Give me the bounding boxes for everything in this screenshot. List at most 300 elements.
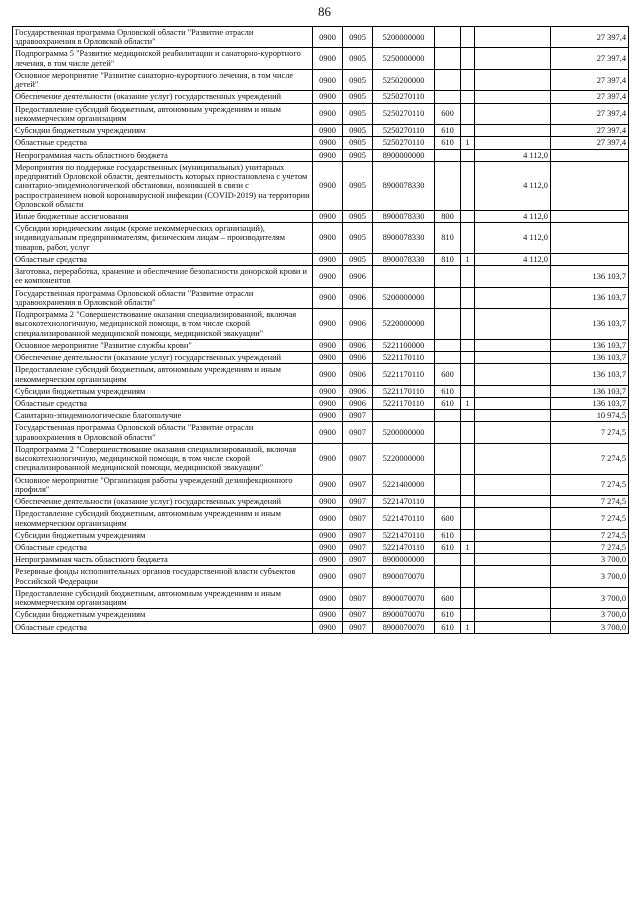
amount-first bbox=[475, 554, 551, 566]
section-code: 0907 bbox=[343, 554, 373, 566]
row-name: Предоставление субсидий бюджетным, автономным учреждениям и иным некоммерческим организациям bbox=[13, 508, 313, 529]
target-article-code: 5220000000 bbox=[373, 309, 435, 340]
target-article-code: 8900000000 bbox=[373, 554, 435, 566]
target-article-code: 5250270110 bbox=[373, 137, 435, 149]
ministry-code: 0900 bbox=[313, 554, 343, 566]
expense-type-code: 600 bbox=[435, 364, 461, 385]
expense-type-code: 610 bbox=[435, 125, 461, 137]
section-code: 0906 bbox=[343, 339, 373, 351]
expense-type-code: 800 bbox=[435, 210, 461, 222]
source-code bbox=[461, 554, 475, 566]
amount-second: 27 397,4 bbox=[551, 137, 629, 149]
row-name: Обеспечение деятельности (оказание услуг) государственных учреждений bbox=[13, 91, 313, 103]
target-article-code: 5200000000 bbox=[373, 27, 435, 48]
expense-type-code: 610 bbox=[435, 137, 461, 149]
ministry-code: 0900 bbox=[313, 410, 343, 422]
section-code: 0906 bbox=[343, 397, 373, 409]
amount-first: 4 112,0 bbox=[475, 253, 551, 265]
table-row bbox=[13, 253, 629, 265]
section-code: 0905 bbox=[343, 103, 373, 124]
table-row bbox=[13, 609, 629, 621]
ministry-code: 0900 bbox=[313, 529, 343, 541]
amount-first bbox=[475, 48, 551, 69]
ministry-code: 0900 bbox=[313, 443, 343, 474]
section-code: 0907 bbox=[343, 587, 373, 608]
row-name: Субсидии бюджетным учреждениям bbox=[13, 125, 313, 137]
target-article-code: 5221170110 bbox=[373, 385, 435, 397]
expense-type-code: 610 bbox=[435, 397, 461, 409]
row-name: Подпрограмма 5 "Развитие медицинской реабилитации и санаторно-курортного лечения, в том числе детей" bbox=[13, 48, 313, 69]
amount-second: 3 700,0 bbox=[551, 566, 629, 587]
row-name: Областные средства bbox=[13, 397, 313, 409]
section-code: 0905 bbox=[343, 137, 373, 149]
amount-second: 3 700,0 bbox=[551, 621, 629, 633]
row-name: Основное мероприятие "Развитие службы крови" bbox=[13, 339, 313, 351]
section-code: 0906 bbox=[343, 309, 373, 340]
row-name: Государственная программа Орловской области "Развитие отрасли здравоохранения в Орловской области" bbox=[13, 422, 313, 443]
section-code: 0906 bbox=[343, 385, 373, 397]
section-code: 0905 bbox=[343, 223, 373, 254]
section-code: 0905 bbox=[343, 161, 373, 210]
table-row bbox=[13, 443, 629, 474]
section-code: 0907 bbox=[343, 609, 373, 621]
amount-first bbox=[475, 542, 551, 554]
section-code: 0905 bbox=[343, 149, 373, 161]
section-code: 0906 bbox=[343, 287, 373, 308]
amount-first bbox=[475, 621, 551, 633]
expense-type-code: 600 bbox=[435, 508, 461, 529]
table-row bbox=[13, 496, 629, 508]
table-row bbox=[13, 587, 629, 608]
source-code bbox=[461, 443, 475, 474]
amount-second: 136 103,7 bbox=[551, 364, 629, 385]
amount-second: 7 274,5 bbox=[551, 422, 629, 443]
target-article-code: 5250200000 bbox=[373, 69, 435, 90]
amount-first bbox=[475, 410, 551, 422]
table-row bbox=[13, 287, 629, 308]
section-code: 0907 bbox=[343, 496, 373, 508]
ministry-code: 0900 bbox=[313, 587, 343, 608]
expense-type-code: 610 bbox=[435, 609, 461, 621]
target-article-code: 5200000000 bbox=[373, 287, 435, 308]
expense-type-code: 810 bbox=[435, 253, 461, 265]
table-row bbox=[13, 339, 629, 351]
target-article-code: 8900078330 bbox=[373, 253, 435, 265]
source-code bbox=[461, 27, 475, 48]
amount-first: 4 112,0 bbox=[475, 149, 551, 161]
ministry-code: 0900 bbox=[313, 474, 343, 495]
ministry-code: 0900 bbox=[313, 253, 343, 265]
section-code: 0907 bbox=[343, 508, 373, 529]
target-article-code: 8900078330 bbox=[373, 210, 435, 222]
target-article-code: 5250270110 bbox=[373, 91, 435, 103]
amount-second bbox=[551, 161, 629, 210]
ministry-code: 0900 bbox=[313, 496, 343, 508]
section-code: 0905 bbox=[343, 210, 373, 222]
ministry-code: 0900 bbox=[313, 609, 343, 621]
amount-first bbox=[475, 27, 551, 48]
section-code: 0907 bbox=[343, 474, 373, 495]
table-row bbox=[13, 397, 629, 409]
target-article-code: 5221170110 bbox=[373, 364, 435, 385]
row-name: Непрограммная часть областного бюджета bbox=[13, 149, 313, 161]
amount-second: 27 397,4 bbox=[551, 91, 629, 103]
source-code bbox=[461, 103, 475, 124]
section-code: 0907 bbox=[343, 422, 373, 443]
section-code: 0905 bbox=[343, 69, 373, 90]
target-article-code: 5221170110 bbox=[373, 397, 435, 409]
amount-second: 7 274,5 bbox=[551, 474, 629, 495]
source-code bbox=[461, 309, 475, 340]
table-row bbox=[13, 352, 629, 364]
ministry-code: 0900 bbox=[313, 149, 343, 161]
expense-type-code bbox=[435, 554, 461, 566]
ministry-code: 0900 bbox=[313, 621, 343, 633]
source-code bbox=[461, 161, 475, 210]
expense-type-code bbox=[435, 496, 461, 508]
source-code bbox=[461, 339, 475, 351]
section-code: 0905 bbox=[343, 48, 373, 69]
table-row bbox=[13, 27, 629, 48]
amount-first bbox=[475, 91, 551, 103]
ministry-code: 0900 bbox=[313, 364, 343, 385]
amount-first bbox=[475, 529, 551, 541]
amount-first bbox=[475, 266, 551, 287]
section-code: 0905 bbox=[343, 253, 373, 265]
ministry-code: 0900 bbox=[313, 266, 343, 287]
row-name: Областные средства bbox=[13, 137, 313, 149]
table-row bbox=[13, 364, 629, 385]
target-article-code: 5221470110 bbox=[373, 529, 435, 541]
ministry-code: 0900 bbox=[313, 125, 343, 137]
target-article-code: 5200000000 bbox=[373, 422, 435, 443]
source-code: 1 bbox=[461, 137, 475, 149]
amount-second bbox=[551, 223, 629, 254]
table-row bbox=[13, 161, 629, 210]
amount-second: 27 397,4 bbox=[551, 48, 629, 69]
row-name: Субсидии бюджетным учреждениям bbox=[13, 609, 313, 621]
amount-second: 136 103,7 bbox=[551, 339, 629, 351]
ministry-code: 0900 bbox=[313, 48, 343, 69]
amount-second bbox=[551, 149, 629, 161]
amount-second bbox=[551, 210, 629, 222]
row-name: Областные средства bbox=[13, 542, 313, 554]
section-code: 0905 bbox=[343, 91, 373, 103]
source-code bbox=[461, 385, 475, 397]
target-article-code: 5221170110 bbox=[373, 352, 435, 364]
row-name: Подпрограмма 2 "Совершенствование оказания специализированной, включая высокотехнологичную, медицинской помощи, в том числе скорой специализированной медицинской помощи, медицинской эвакуации" bbox=[13, 309, 313, 340]
target-article-code: 5250270110 bbox=[373, 103, 435, 124]
table-row bbox=[13, 137, 629, 149]
table-row bbox=[13, 422, 629, 443]
page-number: 86 bbox=[318, 4, 331, 19]
amount-second: 27 397,4 bbox=[551, 27, 629, 48]
ministry-code: 0900 bbox=[313, 385, 343, 397]
source-code bbox=[461, 508, 475, 529]
amount-first bbox=[475, 474, 551, 495]
ministry-code: 0900 bbox=[313, 137, 343, 149]
target-article-code: 8900078330 bbox=[373, 223, 435, 254]
ministry-code: 0900 bbox=[313, 27, 343, 48]
section-code: 0906 bbox=[343, 266, 373, 287]
expense-type-code bbox=[435, 422, 461, 443]
ministry-code: 0900 bbox=[313, 542, 343, 554]
amount-second: 136 103,7 bbox=[551, 309, 629, 340]
row-name: Областные средства bbox=[13, 253, 313, 265]
amount-second: 136 103,7 bbox=[551, 385, 629, 397]
target-article-code: 5220000000 bbox=[373, 443, 435, 474]
expense-type-code: 810 bbox=[435, 223, 461, 254]
expense-type-code bbox=[435, 149, 461, 161]
amount-second: 7 274,5 bbox=[551, 508, 629, 529]
table-row bbox=[13, 385, 629, 397]
target-article-code: 5221470110 bbox=[373, 496, 435, 508]
section-code: 0907 bbox=[343, 410, 373, 422]
source-code bbox=[461, 587, 475, 608]
source-code bbox=[461, 287, 475, 308]
row-name: Предоставление субсидий бюджетным, автономным учреждениям и иным некоммерческим организациям bbox=[13, 587, 313, 608]
source-code bbox=[461, 91, 475, 103]
source-code bbox=[461, 69, 475, 90]
amount-first bbox=[475, 385, 551, 397]
table-row bbox=[13, 103, 629, 124]
source-code bbox=[461, 496, 475, 508]
expense-type-code: 610 bbox=[435, 542, 461, 554]
row-name: Областные средства bbox=[13, 621, 313, 633]
section-code: 0905 bbox=[343, 125, 373, 137]
amount-second: 27 397,4 bbox=[551, 125, 629, 137]
table-row bbox=[13, 529, 629, 541]
table-body bbox=[13, 27, 629, 634]
target-article-code: 5250270110 bbox=[373, 125, 435, 137]
amount-first: 4 112,0 bbox=[475, 161, 551, 210]
ministry-code: 0900 bbox=[313, 508, 343, 529]
amount-first bbox=[475, 587, 551, 608]
amount-second: 7 274,5 bbox=[551, 542, 629, 554]
source-code bbox=[461, 352, 475, 364]
amount-first bbox=[475, 309, 551, 340]
amount-second: 136 103,7 bbox=[551, 287, 629, 308]
target-article-code: 5250000000 bbox=[373, 48, 435, 69]
amount-first bbox=[475, 422, 551, 443]
amount-second: 3 700,0 bbox=[551, 587, 629, 608]
section-code: 0906 bbox=[343, 364, 373, 385]
amount-first: 4 112,0 bbox=[475, 223, 551, 254]
amount-second: 136 103,7 bbox=[551, 397, 629, 409]
amount-first bbox=[475, 339, 551, 351]
expense-type-code bbox=[435, 91, 461, 103]
source-code: 1 bbox=[461, 253, 475, 265]
amount-second: 7 274,5 bbox=[551, 529, 629, 541]
expense-type-code bbox=[435, 27, 461, 48]
row-name: Основное мероприятие "Развитие санаторно-курортного лечения, в том числе детей" bbox=[13, 69, 313, 90]
target-article-code: 5221400000 bbox=[373, 474, 435, 495]
section-code: 0907 bbox=[343, 566, 373, 587]
amount-second: 7 274,5 bbox=[551, 496, 629, 508]
table-row bbox=[13, 566, 629, 587]
row-name: Непрограммная часть областного бюджета bbox=[13, 554, 313, 566]
target-article-code: 8900000000 bbox=[373, 149, 435, 161]
ministry-code: 0900 bbox=[313, 210, 343, 222]
expense-type-code bbox=[435, 309, 461, 340]
table-row bbox=[13, 125, 629, 137]
target-article-code: 8900070070 bbox=[373, 621, 435, 633]
source-code: 1 bbox=[461, 542, 475, 554]
source-code bbox=[461, 609, 475, 621]
row-name: Субсидии бюджетным учреждениям bbox=[13, 529, 313, 541]
amount-first bbox=[475, 137, 551, 149]
row-name: Предоставление субсидий бюджетным, автономным учреждениям и иным некоммерческим организациям bbox=[13, 103, 313, 124]
target-article-code: 5221100000 bbox=[373, 339, 435, 351]
amount-second: 7 274,5 bbox=[551, 443, 629, 474]
ministry-code: 0900 bbox=[313, 309, 343, 340]
source-code bbox=[461, 125, 475, 137]
budget-table bbox=[12, 26, 629, 634]
target-article-code: 8900070070 bbox=[373, 566, 435, 587]
table-row bbox=[13, 621, 629, 633]
row-name: Резервные фонды исполнительных органов государственной власти субъектов Российской Федерации bbox=[13, 566, 313, 587]
amount-first bbox=[475, 364, 551, 385]
amount-first bbox=[475, 566, 551, 587]
row-name: Субсидии бюджетным учреждениям bbox=[13, 385, 313, 397]
target-article-code: 5221470110 bbox=[373, 542, 435, 554]
expense-type-code bbox=[435, 352, 461, 364]
source-code bbox=[461, 566, 475, 587]
ministry-code: 0900 bbox=[313, 287, 343, 308]
ministry-code: 0900 bbox=[313, 352, 343, 364]
row-name: Иные бюджетные ассигнования bbox=[13, 210, 313, 222]
target-article-code: 8900070070 bbox=[373, 609, 435, 621]
amount-first bbox=[475, 69, 551, 90]
amount-second: 27 397,4 bbox=[551, 69, 629, 90]
expense-type-code bbox=[435, 161, 461, 210]
table-row bbox=[13, 474, 629, 495]
table-row bbox=[13, 508, 629, 529]
section-code: 0906 bbox=[343, 352, 373, 364]
ministry-code: 0900 bbox=[313, 161, 343, 210]
amount-first bbox=[475, 352, 551, 364]
source-code bbox=[461, 364, 475, 385]
row-name: Государственная программа Орловской области "Развитие отрасли здравоохранения в Орловской области" bbox=[13, 287, 313, 308]
table-row bbox=[13, 554, 629, 566]
source-code bbox=[461, 48, 475, 69]
amount-first bbox=[475, 287, 551, 308]
section-code: 0907 bbox=[343, 621, 373, 633]
expense-type-code bbox=[435, 266, 461, 287]
amount-second: 136 103,7 bbox=[551, 352, 629, 364]
section-code: 0907 bbox=[343, 542, 373, 554]
ministry-code: 0900 bbox=[313, 103, 343, 124]
amount-second: 3 700,0 bbox=[551, 554, 629, 566]
table-row bbox=[13, 149, 629, 161]
ministry-code: 0900 bbox=[313, 566, 343, 587]
amount-first bbox=[475, 508, 551, 529]
source-code bbox=[461, 529, 475, 541]
source-code bbox=[461, 422, 475, 443]
expense-type-code bbox=[435, 287, 461, 308]
target-article-code bbox=[373, 266, 435, 287]
section-code: 0907 bbox=[343, 529, 373, 541]
expense-type-code bbox=[435, 443, 461, 474]
expense-type-code: 600 bbox=[435, 103, 461, 124]
source-code: 1 bbox=[461, 621, 475, 633]
row-name: Предоставление субсидий бюджетным, автономным учреждениям и иным некоммерческим организациям bbox=[13, 364, 313, 385]
source-code bbox=[461, 149, 475, 161]
section-code: 0907 bbox=[343, 443, 373, 474]
amount-first bbox=[475, 609, 551, 621]
amount-second: 3 700,0 bbox=[551, 609, 629, 621]
table-row bbox=[13, 266, 629, 287]
source-code bbox=[461, 266, 475, 287]
amount-first: 4 112,0 bbox=[475, 210, 551, 222]
row-name: Обеспечение деятельности (оказание услуг) государственных учреждений bbox=[13, 496, 313, 508]
source-code: 1 bbox=[461, 397, 475, 409]
expense-type-code: 610 bbox=[435, 529, 461, 541]
row-name: Основное мероприятие "Организация работы учреждений дезинфекционного профиля" bbox=[13, 474, 313, 495]
table-row bbox=[13, 309, 629, 340]
expense-type-code bbox=[435, 410, 461, 422]
source-code bbox=[461, 223, 475, 254]
table-row bbox=[13, 410, 629, 422]
target-article-code bbox=[373, 410, 435, 422]
expense-type-code bbox=[435, 474, 461, 495]
amount-first bbox=[475, 125, 551, 137]
target-article-code: 8900070070 bbox=[373, 587, 435, 608]
expense-type-code: 600 bbox=[435, 587, 461, 608]
amount-first bbox=[475, 443, 551, 474]
row-name: Мероприятия по поддержке государственных (муниципальных) унитарных предприятий Орловской области, деятельность которых приостановлена с учетом санитарно-эпидемиологической обстановки, возникшей в связи с распространением новой коронавирусной инфекции (COVID-2019) на территории Орловской области bbox=[13, 161, 313, 210]
row-name: Государственная программа Орловской области "Развитие отрасли здравоохранения в Орловской области" bbox=[13, 27, 313, 48]
amount-second: 27 397,4 bbox=[551, 103, 629, 124]
row-name: Обеспечение деятельности (оказание услуг) государственных учреждений bbox=[13, 352, 313, 364]
amount-first bbox=[475, 496, 551, 508]
row-name: Подпрограмма 2 "Совершенствование оказания специализированной, включая высокотехнологичную, медицинской помощи, в том числе скорой специализированной медицинской помощи, медицинской эвакуации" bbox=[13, 443, 313, 474]
amount-first bbox=[475, 397, 551, 409]
source-code bbox=[461, 210, 475, 222]
table-row bbox=[13, 223, 629, 254]
source-code bbox=[461, 474, 475, 495]
amount-second: 136 103,7 bbox=[551, 266, 629, 287]
target-article-code: 8900078330 bbox=[373, 161, 435, 210]
table-row bbox=[13, 91, 629, 103]
expense-type-code bbox=[435, 566, 461, 587]
amount-first bbox=[475, 103, 551, 124]
ministry-code: 0900 bbox=[313, 422, 343, 443]
ministry-code: 0900 bbox=[313, 223, 343, 254]
table-row bbox=[13, 48, 629, 69]
expense-type-code bbox=[435, 48, 461, 69]
row-name: Заготовка, переработка, хранение и обеспечение безопасности донорской крови и ее компонентов bbox=[13, 266, 313, 287]
expense-type-code: 610 bbox=[435, 621, 461, 633]
table-row bbox=[13, 69, 629, 90]
row-name: Санитарно-эпидемиологическое благополучие bbox=[13, 410, 313, 422]
expense-type-code bbox=[435, 339, 461, 351]
section-code: 0905 bbox=[343, 27, 373, 48]
expense-type-code bbox=[435, 69, 461, 90]
expense-type-code: 610 bbox=[435, 385, 461, 397]
source-code bbox=[461, 410, 475, 422]
ministry-code: 0900 bbox=[313, 339, 343, 351]
table-row bbox=[13, 542, 629, 554]
amount-second bbox=[551, 253, 629, 265]
ministry-code: 0900 bbox=[313, 69, 343, 90]
target-article-code: 5221470110 bbox=[373, 508, 435, 529]
row-name: Субсидии юридическим лицам (кроме некоммерческих организаций), индивидуальным предпринимателям, физическим лицам – производителям товаров, работ, услуг bbox=[13, 223, 313, 254]
amount-second: 10 974,5 bbox=[551, 410, 629, 422]
table-row bbox=[13, 210, 629, 222]
ministry-code: 0900 bbox=[313, 91, 343, 103]
ministry-code: 0900 bbox=[313, 397, 343, 409]
